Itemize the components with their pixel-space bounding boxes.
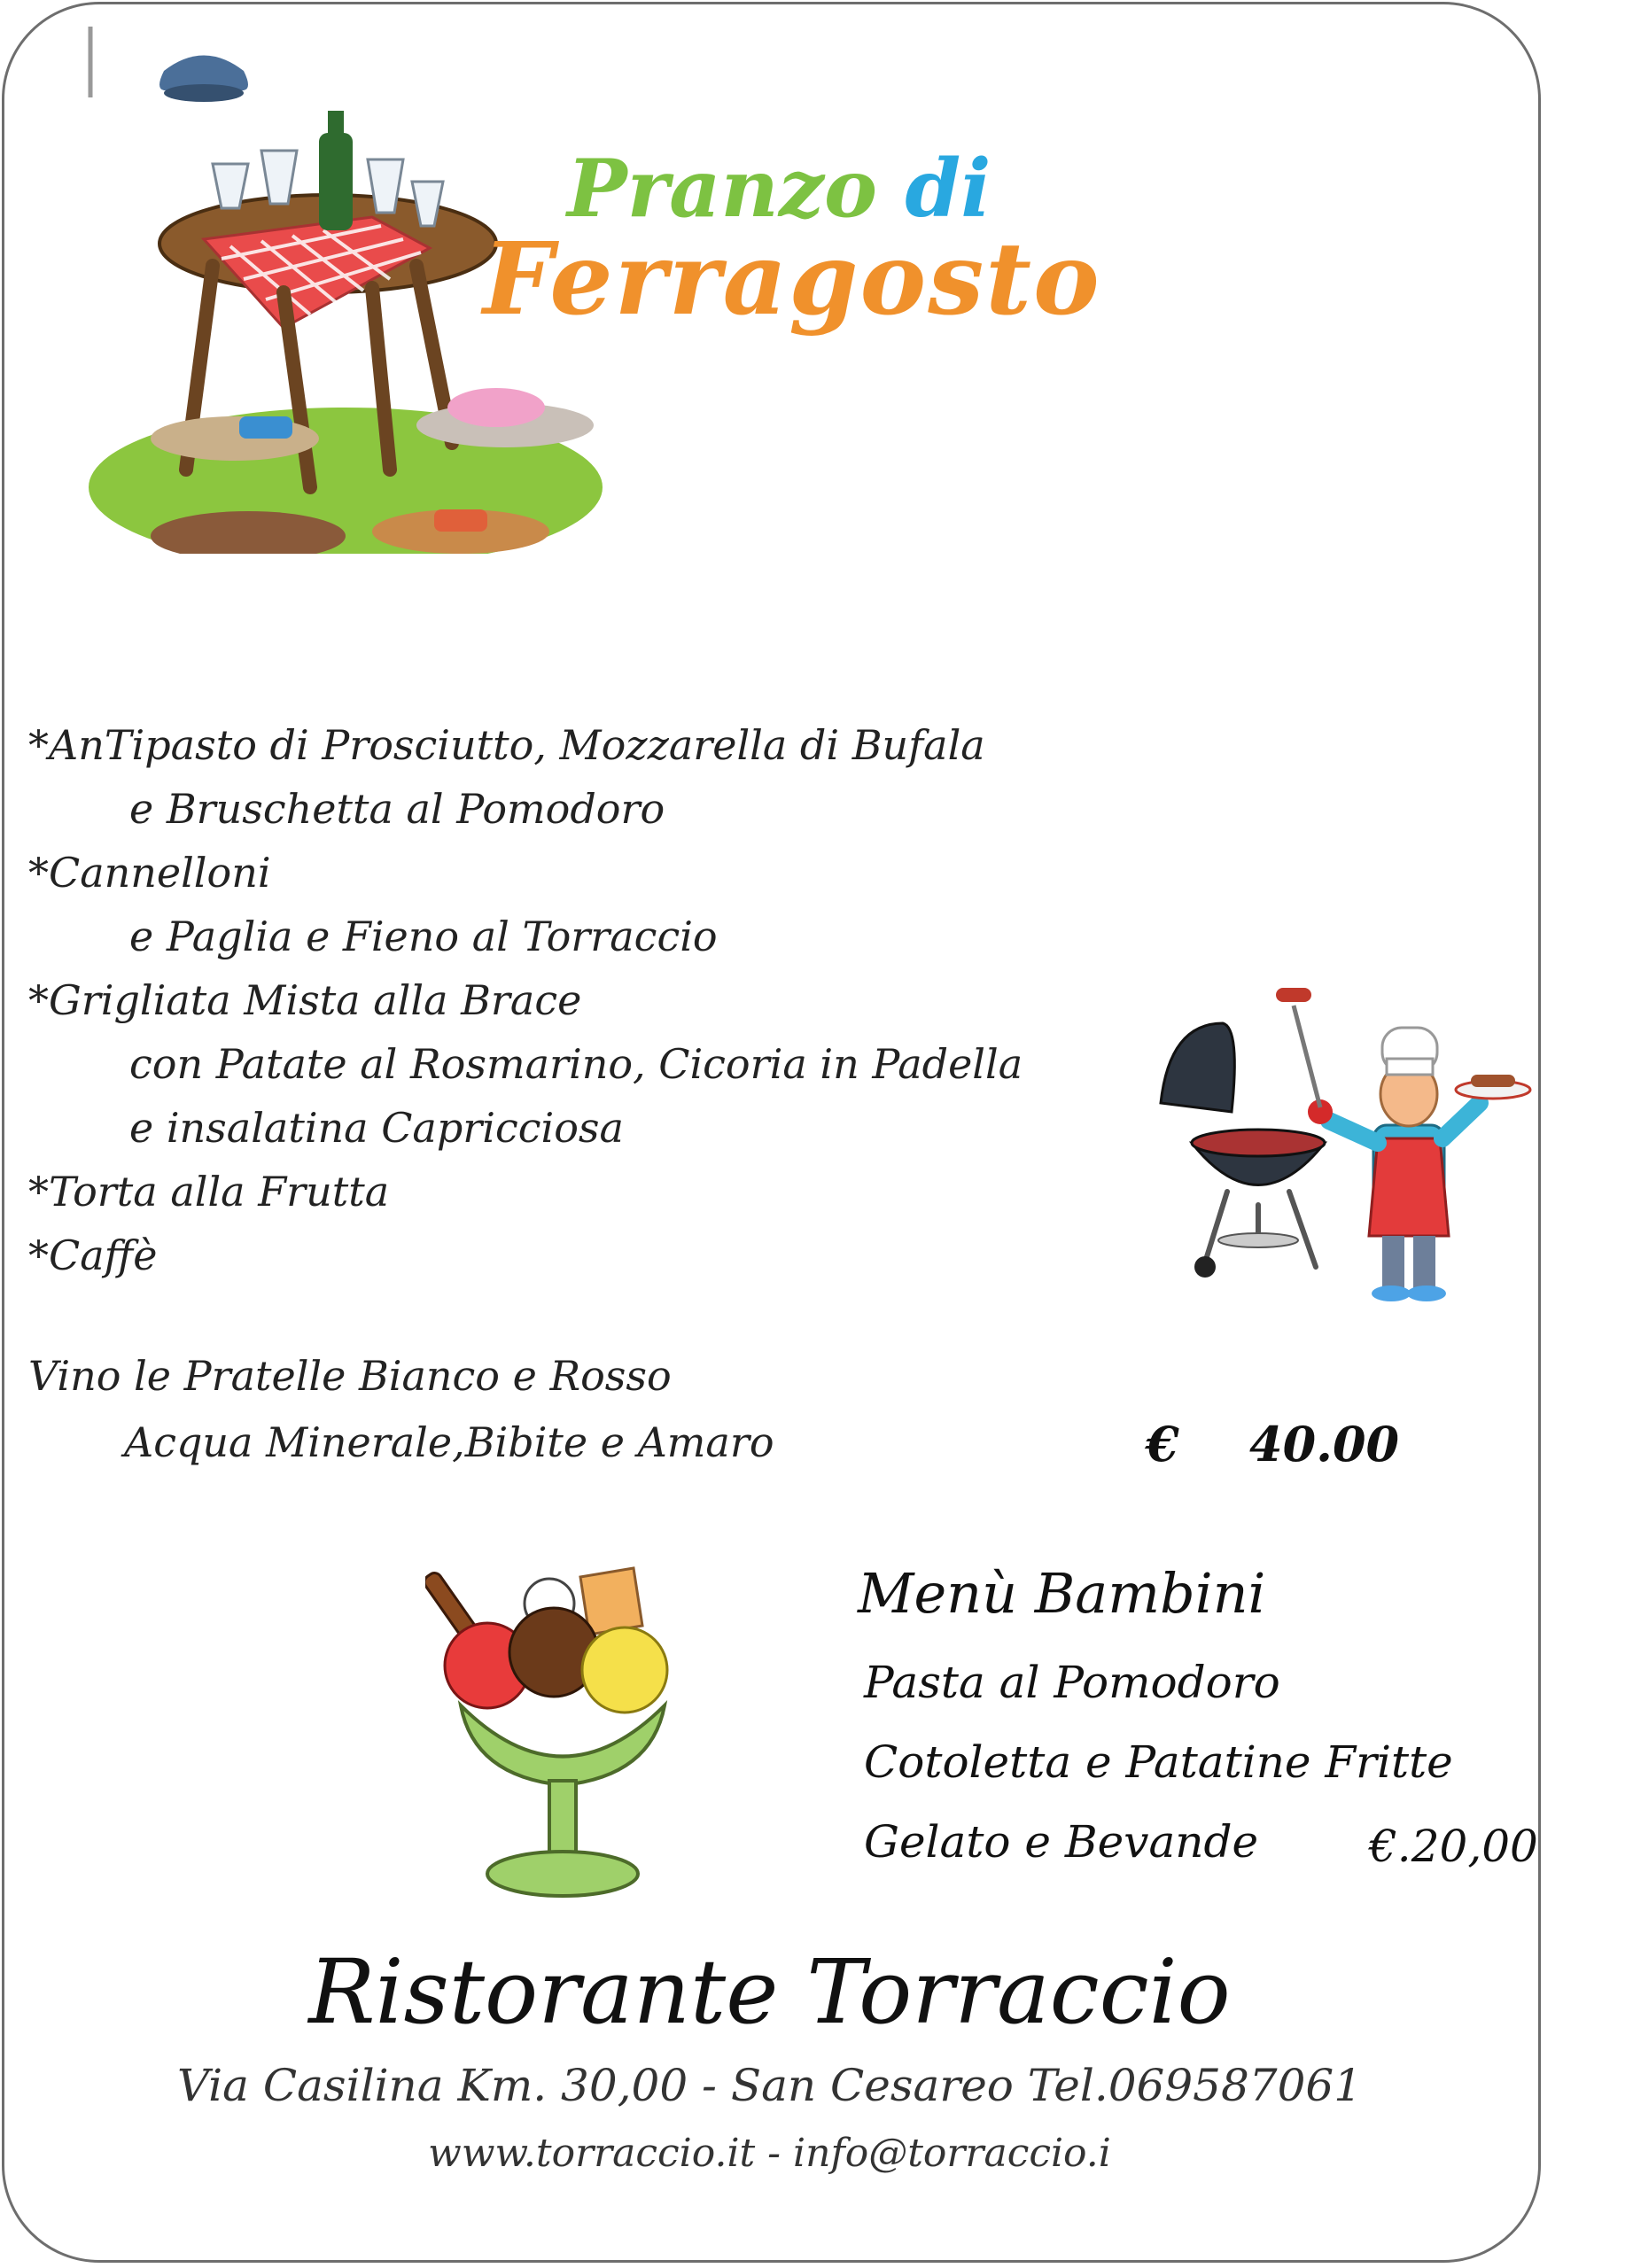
ice-cream-cup-illustration: [425, 1542, 718, 1922]
address-line: Via Casilina Km. 30,00 - San Cesareo Tel.069587061: [176, 2060, 1363, 2111]
price-value: 40.00: [1249, 1416, 1400, 1472]
menu-line-cannelloni: *Cannelloni: [28, 849, 271, 897]
title-line2: Ferragosto: [483, 221, 1101, 338]
drinks-line-water: Acqua Minerale,Bibite e Amaro: [124, 1418, 774, 1466]
kids-menu-price: €.20,00: [1369, 1821, 1538, 1872]
drinks-line-wine: Vino le Pratelle Bianco e Rosso: [28, 1352, 672, 1400]
contact-line: www.torraccio.it - info@torraccio.i: [428, 2131, 1111, 2176]
menu-line-caffe: *Caffè: [28, 1231, 158, 1279]
menu-line-grigliata: *Grigliata Mista alla Brace: [28, 976, 582, 1024]
kids-menu-title: Menù Bambini: [858, 1561, 1266, 1626]
title-word-di: di: [905, 142, 991, 236]
menu-line-insalatina: e insalatina Capricciosa: [129, 1104, 624, 1152]
menu-line-antipasto: *AnTipasto di Prosciutto, Mozzarella di Bufala: [28, 721, 985, 769]
kids-menu-item: Gelato e Bevande: [864, 1816, 1259, 1868]
lamp-icon: [90, 27, 248, 102]
barbecue-chef-illustration: [1143, 952, 1533, 1316]
menu-line-contorni: con Patate al Rosmarino, Cicoria in Padella: [129, 1040, 1023, 1088]
kids-menu-item: Pasta al Pomodoro: [864, 1657, 1280, 1708]
kids-menu-item: Cotoletta e Patatine Fritte: [864, 1736, 1453, 1788]
menu-line-paglia-fieno: e Paglia e Fieno al Torraccio: [129, 913, 718, 960]
menu-line-torta: *Torta alla Frutta: [28, 1168, 390, 1216]
menu-line-bruschetta: e Bruschetta al Pomodoro: [129, 785, 665, 833]
title-word-pranzo: Pranzo: [567, 142, 877, 236]
price-currency: €: [1146, 1416, 1179, 1472]
restaurant-name: Ristorante Torraccio: [308, 1940, 1231, 2044]
